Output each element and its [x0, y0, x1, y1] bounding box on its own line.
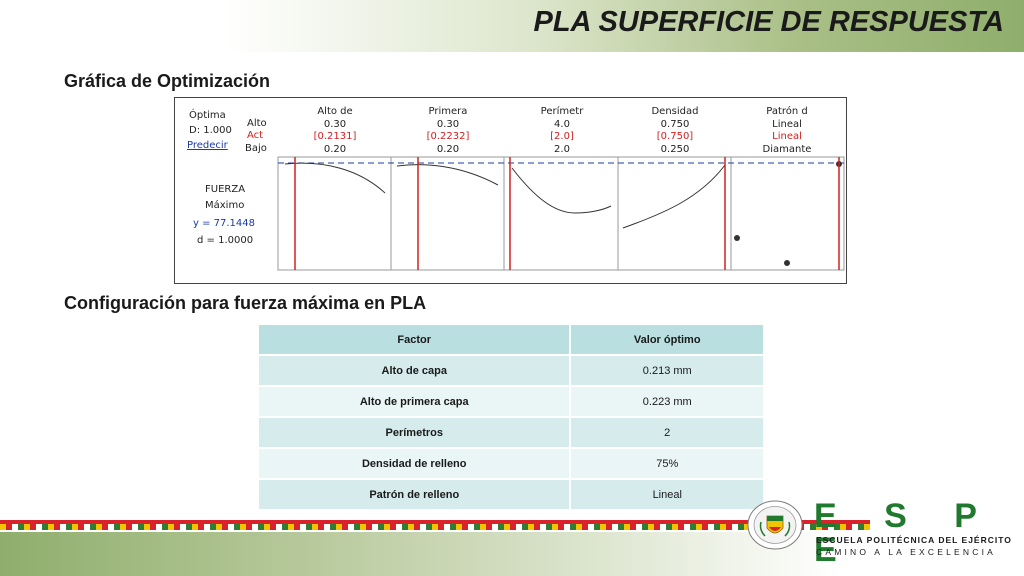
espe-logo-letters: E S P E	[814, 497, 996, 569]
factor-low: 0.20	[323, 144, 347, 155]
response-curve-4	[623, 165, 725, 228]
factor-low: 0.20	[436, 144, 460, 155]
value-cell: 0.213 mm	[571, 356, 765, 387]
factor-high: 0.750	[660, 119, 690, 130]
espe-seal-icon	[747, 500, 803, 550]
response-name: FUERZA	[205, 184, 246, 195]
factor-cell: Perímetros	[259, 418, 571, 449]
factor-high: 4.0	[554, 119, 570, 130]
table-row	[259, 356, 765, 387]
espe-logo-motto: CAMINO A LA EXCELENCIA	[816, 547, 996, 557]
factor-high: 0.30	[323, 119, 347, 130]
config-table	[259, 325, 765, 511]
factor-header-4	[651, 106, 698, 155]
response-goal: Máximo	[205, 200, 245, 211]
factor-current: Lineal	[772, 131, 802, 142]
response-y-value: y = 77.1448	[193, 218, 256, 229]
desirability-value: D: 1.000	[189, 125, 232, 136]
factor-low: 2.0	[554, 144, 570, 155]
factor-header-3	[541, 105, 585, 155]
factor-name: Patrón d	[766, 106, 808, 117]
plot-cell-3	[504, 157, 618, 270]
table-row	[259, 480, 765, 511]
value-cell: 2	[571, 418, 765, 449]
factor-high: Lineal	[772, 119, 802, 130]
section-title-configuration: Configuración para fuerza máxima en PLA	[64, 293, 427, 313]
response-curve-1	[285, 163, 385, 193]
espe-logo-name: ESCUELA POLITÉCNICA DEL EJÉRCITO	[816, 535, 1012, 545]
row-label-high: Alto	[247, 118, 267, 129]
factor-low: 0.250	[660, 144, 690, 155]
factor-cell: Alto de capa	[259, 356, 571, 387]
factor-name: Alto de	[317, 106, 353, 117]
factor-current: [0.2232]	[426, 131, 470, 142]
plot-cells	[278, 157, 844, 270]
factor-name: Primera	[428, 106, 468, 117]
table-row	[259, 418, 765, 449]
footer-color-strip	[0, 524, 870, 530]
predict-link[interactable]: Predecir	[187, 140, 228, 151]
factor-current: [0.2131]	[313, 131, 357, 142]
value-cell: 75%	[571, 449, 765, 480]
value-cell: Lineal	[571, 480, 765, 511]
response-curve-3	[512, 168, 611, 213]
factor-header-2	[427, 106, 470, 155]
factor-high: 0.30	[436, 119, 460, 130]
factor-low: Diamante	[762, 144, 812, 155]
factor-current: [2.0]	[550, 131, 574, 142]
factor-header-1	[314, 106, 357, 155]
table-row	[259, 387, 765, 418]
row-label-low: Bajo	[245, 143, 267, 154]
factor-current: [0.750]	[656, 131, 694, 142]
plot-cell-2	[391, 157, 504, 270]
table-row	[259, 449, 765, 480]
factor-header-5	[763, 105, 812, 155]
factor-cell: Alto de primera capa	[259, 387, 571, 418]
factor-name: Perímetr	[540, 106, 584, 117]
section-title-optimization: Gráfica de Optimización	[64, 71, 271, 91]
response-point-diamante	[734, 235, 740, 241]
optima-label: Óptima	[189, 110, 226, 121]
factor-cell: Densidad de relleno	[259, 449, 571, 480]
response-point-middle	[784, 260, 790, 266]
optimization-plot-svg	[175, 98, 848, 285]
optimization-plot	[174, 97, 847, 284]
header-factor: Factor	[259, 325, 571, 356]
factor-name: Densidad	[651, 106, 699, 117]
value-cell: 0.223 mm	[571, 387, 765, 418]
slide-title: PLA SUPERFICIE DE RESPUESTA	[533, 6, 1004, 38]
factor-cell: Patrón de relleno	[259, 480, 571, 511]
current-setting-lines	[295, 157, 839, 270]
header-optimal-value: Valor óptimo	[571, 325, 765, 356]
response-d-value: d = 1.0000	[197, 235, 254, 246]
response-curve-2	[397, 165, 498, 185]
plot-cell-5	[731, 157, 844, 270]
plot-cell-4	[618, 157, 731, 270]
row-label-current: Act	[247, 130, 264, 141]
table-header-row	[259, 325, 765, 356]
